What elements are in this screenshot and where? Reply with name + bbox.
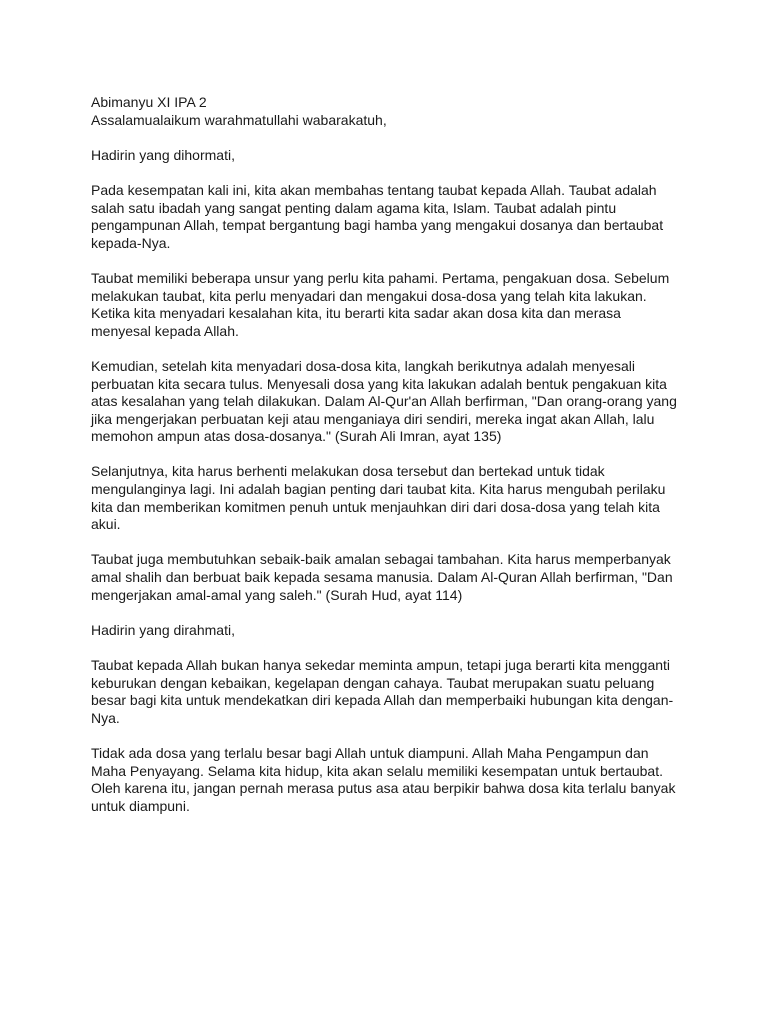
closing-paragraph: Tidak ada dosa yang terlalu besar bagi Allah untuk diampuni. Allah Maha Pengampun dan Maha Penyayang. Selama kita hidup, kita akan selalu memiliki kesempatan untuk bertaubat. Oleh karena itu, jangan pernah merasa putus asa atau berpikir bahwa dosa kita terlalu banyak untuk diampuni. bbox=[91, 744, 676, 814]
body-paragraph: Selanjutnya, kita harus berhenti melakukan dosa tersebut dan bertekad untuk tidak mengulanginya lagi. Ini adalah bagian penting dari taubat kita. Kita harus mengubah perilaku kita dan memberikan komitmen penuh untuk menjauhkan diri dari dosa-dosa yang telah kita akui. bbox=[91, 463, 666, 533]
body-paragraph: Taubat kepada Allah bukan hanya sekedar meminta ampun, tetapi juga berarti kita mengganti keburukan dengan kebaikan, kegelapan dengan cahaya. Taubat merupakan suatu peluang besar bagi kita untuk mendekatkan diri kepada Allah dan memperbaiki hubungan kita dengan-Nya. bbox=[91, 657, 674, 726]
body-paragraph: Kemudian, setelah kita menyadari dosa-dosa kita, langkah berikutnya adalah menyesali perbuatan kita secara tulus. Menyesali dosa yang kita lakukan adalah bentuk pengakuan kita atas kesalahan yang telah dilakukan. Dalam Al-Qur'an Allah berfirman, "Dan orang-orang yang jika mengerjakan perbuatan keji atau menganiaya diri sendiri, mereka ingat akan Allah, lalu memohon ampun atas dosa-dosanya." (Surah Ali Imran, ayat 135) bbox=[91, 357, 677, 445]
greeting: Assalamualaikum warahmatullahi wabarakatuh, bbox=[91, 111, 387, 128]
body-paragraph: Taubat juga membutuhkan sebaik-baik amalan sebagai tambahan. Kita harus memperbanyak amal shalih dan berbuat baik kepada sesama manusia. Dalam Al-Quran Allah berfirman, "Dan mengerjakan amal-amal yang saleh." (Surah Hud, ayat 114) bbox=[91, 551, 673, 603]
document-body bbox=[91, 94, 683, 815]
intro-paragraph: Pada kesempatan kali ini, kita akan membahas tentang taubat kepada Allah. Taubat adalah salah satu ibadah yang sangat penting dalam agama kita, Islam. Taubat adalah pintu pengampunan Allah, tempat bergantung bagi hamba yang mengakui dosanya dan bertaubat kepada-Nya. bbox=[91, 181, 664, 251]
salutation-paragraph: Hadirin yang dihormati, bbox=[91, 146, 235, 163]
salutation-paragraph: Hadirin yang dirahmati, bbox=[91, 621, 235, 638]
body-paragraph: Taubat memiliki beberapa unsur yang perlu kita pahami. Pertama, pengakuan dosa. Sebelum melakukan taubat, kita perlu menyadari dan mengakui dosa-dosa yang telah kita lakukan. Ketika kita menyadari kesalahan kita, itu berarti kita sadar akan dosa kita dan merasa menyesal kepada Allah. bbox=[91, 269, 670, 339]
author-line: Abimanyu XI IPA 2 bbox=[91, 94, 207, 110]
